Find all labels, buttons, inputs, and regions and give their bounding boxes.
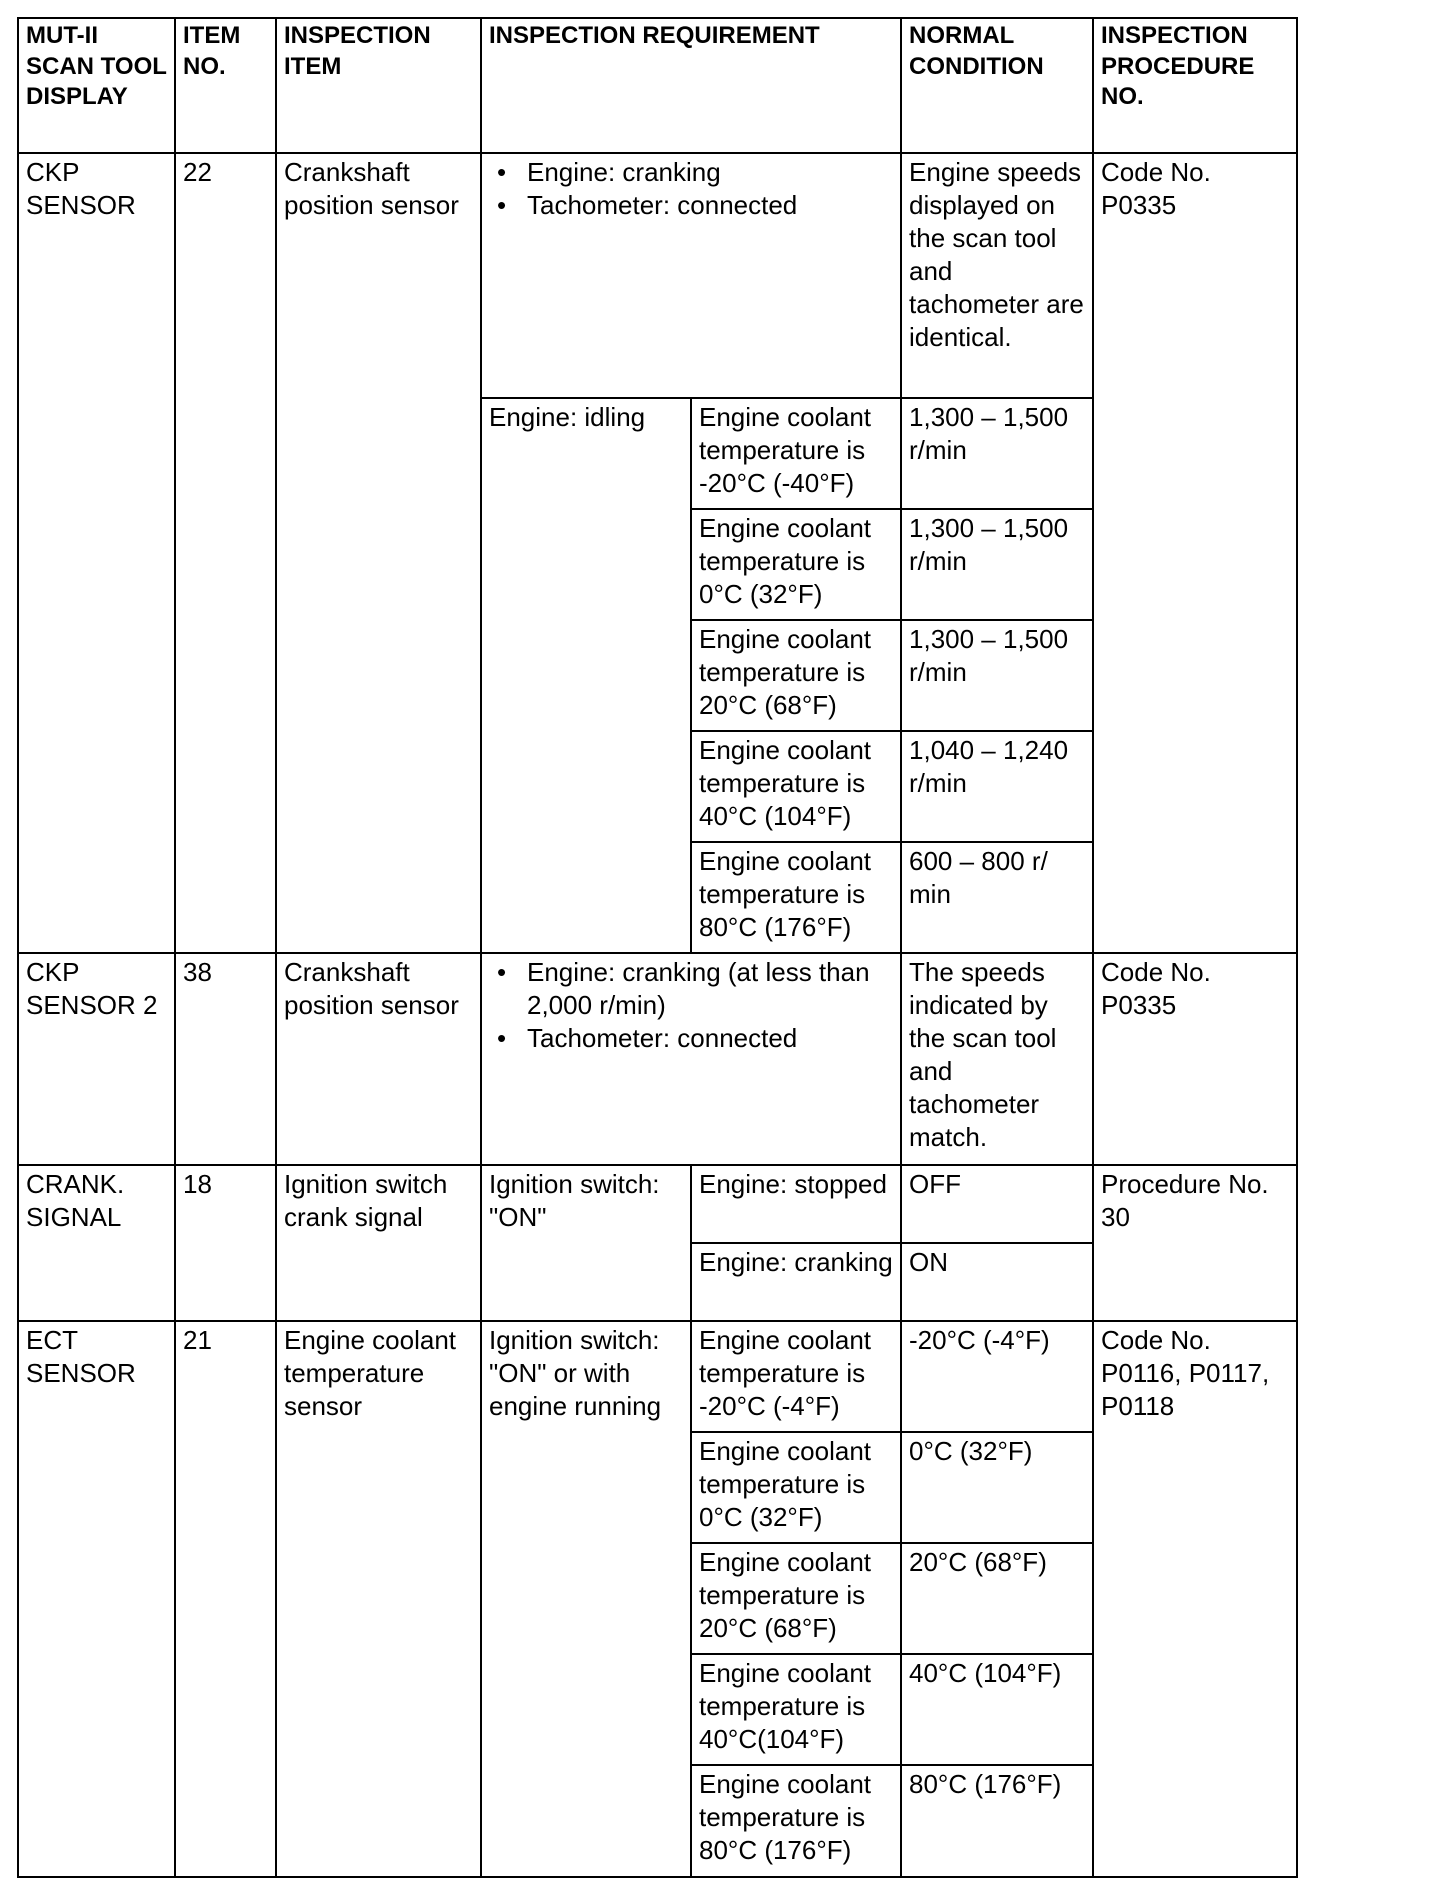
ckp-idle-condition: Engine: idling — [481, 398, 691, 953]
ckp2-normal: The speeds indicated by the scan tool and tachometer match. — [901, 953, 1093, 1165]
ckp2-procedure: Code No. P0335 — [1093, 953, 1297, 1165]
ect-condition: Engine coolant temperature is 80°C (176°F) — [691, 1765, 901, 1877]
ckp2-req-list — [489, 956, 894, 1055]
ckp-item: Crankshaft position sensor — [276, 153, 481, 953]
ect-condition: Engine coolant temperature is -20°C (-4°F) — [691, 1321, 901, 1432]
crank-condition: Engine: stopped — [691, 1165, 901, 1243]
ckp-condition: Engine coolant temperature is 20°C (68°F) — [691, 620, 901, 731]
header-display: MUT-II SCAN TOOL DISPLAY — [18, 18, 175, 153]
header-row — [18, 18, 1297, 153]
ect-normal: 20°C (68°F) — [901, 1543, 1093, 1654]
ckp-normal: 1,300 – 1,500 r/min — [901, 509, 1093, 620]
ckp-display: CKP SENSOR — [18, 153, 175, 953]
ect-normal: 80°C (176°F) — [901, 1765, 1093, 1877]
ect-procedure: Code No. P0116, P0117, P0118 — [1093, 1321, 1297, 1877]
ect-condition: Engine coolant temperature is 40°C(104°F) — [691, 1654, 901, 1765]
ect-normal: -20°C (-4°F) — [901, 1321, 1093, 1432]
ect-condition: Engine coolant temperature is 0°C (32°F) — [691, 1432, 901, 1543]
ckp2-item: Crankshaft position sensor — [276, 953, 481, 1165]
ckp2-requirement — [481, 953, 901, 1165]
crank-procedure: Procedure No. 30 — [1093, 1165, 1297, 1321]
ect-condition: Engine coolant temperature is 20°C (68°F) — [691, 1543, 901, 1654]
header-item-no: ITEM NO. — [175, 18, 276, 153]
header-normal: NORMAL CONDITION — [901, 18, 1093, 153]
table-row — [18, 1321, 1297, 1432]
list-item: • Engine: cranking — [527, 156, 894, 189]
list-item: • Tachometer: connected — [527, 189, 894, 222]
ect-normal: 0°C (32°F) — [901, 1432, 1093, 1543]
ckp-procedure: Code No. P0335 — [1093, 153, 1297, 953]
table-row — [18, 953, 1297, 1165]
ckp-item-no: 22 — [175, 153, 276, 953]
crank-requirement: Ignition switch: "ON" — [481, 1165, 691, 1321]
ckp-condition: Engine coolant temperature is -20°C (-40°F) — [691, 398, 901, 509]
ckp2-item-no: 38 — [175, 953, 276, 1165]
list-item: • Tachometer: connected — [527, 1022, 894, 1055]
inspection-table — [17, 17, 1298, 1878]
crank-normal: ON — [901, 1243, 1093, 1321]
table-row — [18, 1165, 1297, 1243]
ect-item: Engine coolant temperature sensor — [276, 1321, 481, 1877]
crank-condition: Engine: cranking — [691, 1243, 901, 1321]
ect-item-no: 21 — [175, 1321, 276, 1877]
ckp-condition: Engine coolant temperature is 0°C (32°F) — [691, 509, 901, 620]
header-procedure: INSPECTION PROCEDURE NO. — [1093, 18, 1297, 153]
header-item: INSPECTION ITEM — [276, 18, 481, 153]
table-row — [18, 153, 1297, 398]
ckp-normal: 1,040 – 1,240 r/min — [901, 731, 1093, 842]
ckp2-display: CKP SENSOR 2 — [18, 953, 175, 1165]
ckp-condition: Engine coolant temperature is 40°C (104°F) — [691, 731, 901, 842]
ckp-requirement — [481, 153, 901, 398]
ect-requirement: Ignition switch: "ON" or with engine running — [481, 1321, 691, 1877]
ckp-normal: 1,300 – 1,500 r/min — [901, 620, 1093, 731]
crank-item: Ignition switch crank signal — [276, 1165, 481, 1321]
ckp-req-list — [489, 156, 894, 222]
crank-normal: OFF — [901, 1165, 1093, 1243]
ect-display: ECT SENSOR — [18, 1321, 175, 1877]
header-requirement: INSPECTION REQUIREMENT — [481, 18, 901, 153]
ckp-normal: 1,300 – 1,500 r/min — [901, 398, 1093, 509]
ckp-condition: Engine coolant temperature is 80°C (176°F) — [691, 842, 901, 953]
ckp-normal: 600 – 800 r/ min — [901, 842, 1093, 953]
ect-normal: 40°C (104°F) — [901, 1654, 1093, 1765]
crank-item-no: 18 — [175, 1165, 276, 1321]
list-item: • Engine: cranking (at less than 2,000 r/min) — [527, 956, 894, 1022]
ckp-normal-cranking: Engine speeds displayed on the scan tool and tachometer are identical. — [901, 153, 1093, 398]
crank-display: CRANK. SIGNAL — [18, 1165, 175, 1321]
